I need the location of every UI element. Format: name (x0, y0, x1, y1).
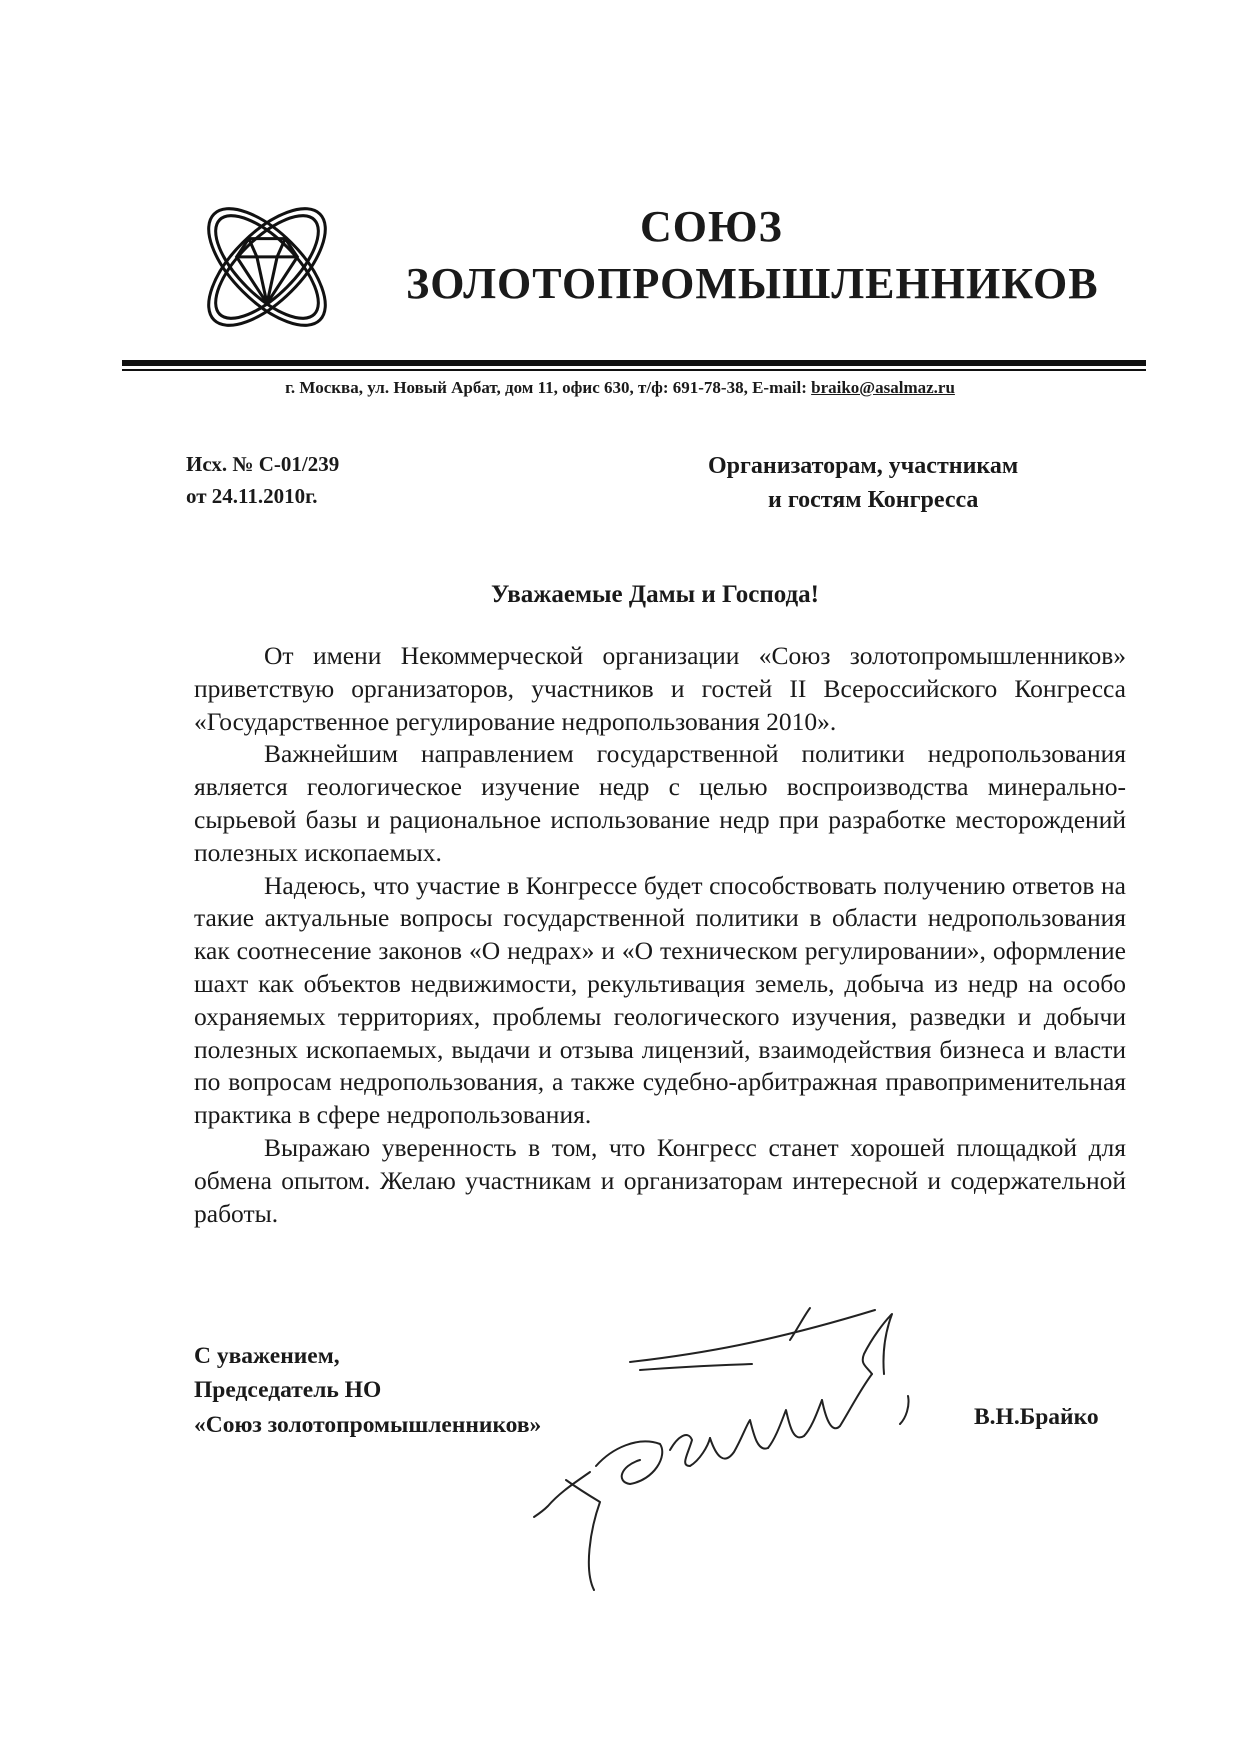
letterhead-divider-thin (122, 369, 1146, 371)
reference-number: Исх. № С-01/239 (186, 452, 340, 476)
closing-organization: «Союз золотопромышленников» (194, 1412, 542, 1438)
letter-body (194, 640, 1126, 1230)
address-text: г. Москва, ул. Новый Арбат, дом 11, офис 630, т/ф: 691-78-38, E-mail: (285, 378, 812, 397)
handwritten-signature (520, 1270, 1040, 1610)
org-title-line2: ЗОЛОТОПРОМЫШЛЕННИКОВ (406, 259, 1099, 308)
body-paragraph-4: Выражаю уверенность в том, что Конгресс станет хорошей площадкой для обмена опытом. Желаю участникам и организаторам интересной и содержательной работы. (194, 1132, 1126, 1228)
email-link[interactable]: braiko@asalmaz.ru (811, 378, 955, 397)
org-title-line1: СОЮЗ (640, 202, 783, 251)
closing-regards: С уважением, (194, 1343, 340, 1369)
body-paragraph-3: Надеюсь, что участие в Конгрессе будет способствовать получению ответов на такие актуальные вопросы государственной политики в области недропользования как соотнесение законов «О недрах» и «О техническом регулировании», оформление шахт как объектов недвижимости, рекультивация земель, добыча из недр на особо охраняемых территориях, проблемы геологического изучения, разведки и добычи полезных ископаемых, выдачи и отзыва лицензий, взаимодействия бизнеса и власти по вопросам недропользования, а также судебно-арбитражная правоприменительная практика в сфере недропользования. (194, 870, 1126, 1130)
addressee-line1: Организаторам, участникам (708, 453, 1019, 479)
atom-diamond-logo-icon (186, 186, 348, 348)
closing-position: Председатель НО (194, 1377, 382, 1403)
reference-date: от 24.11.2010г. (186, 484, 318, 508)
letterhead-address (0, 378, 1240, 398)
body-paragraph-2: Важнейшим направлением государственной политики недропользования является геологическое изучение недр с целью воспроизводства минерально-сырьевой базы и рациональное использование недр при разработке месторождений полезных ископаемых. (194, 739, 1126, 867)
addressee-line2: и гостям Конгресса (768, 487, 979, 513)
salutation: Уважаемые Дамы и Господа! (490, 581, 820, 608)
signer-name: В.Н.Брайко (974, 1404, 1099, 1430)
letterhead-divider-thick (122, 360, 1146, 366)
body-paragraph-1: От имени Некоммерческой организации «Союз золотопромышленников» приветствую организаторов, участников и гостей II Всероссийского Конгресса «Государственное регулирование недропользования 2010». (194, 641, 1126, 736)
